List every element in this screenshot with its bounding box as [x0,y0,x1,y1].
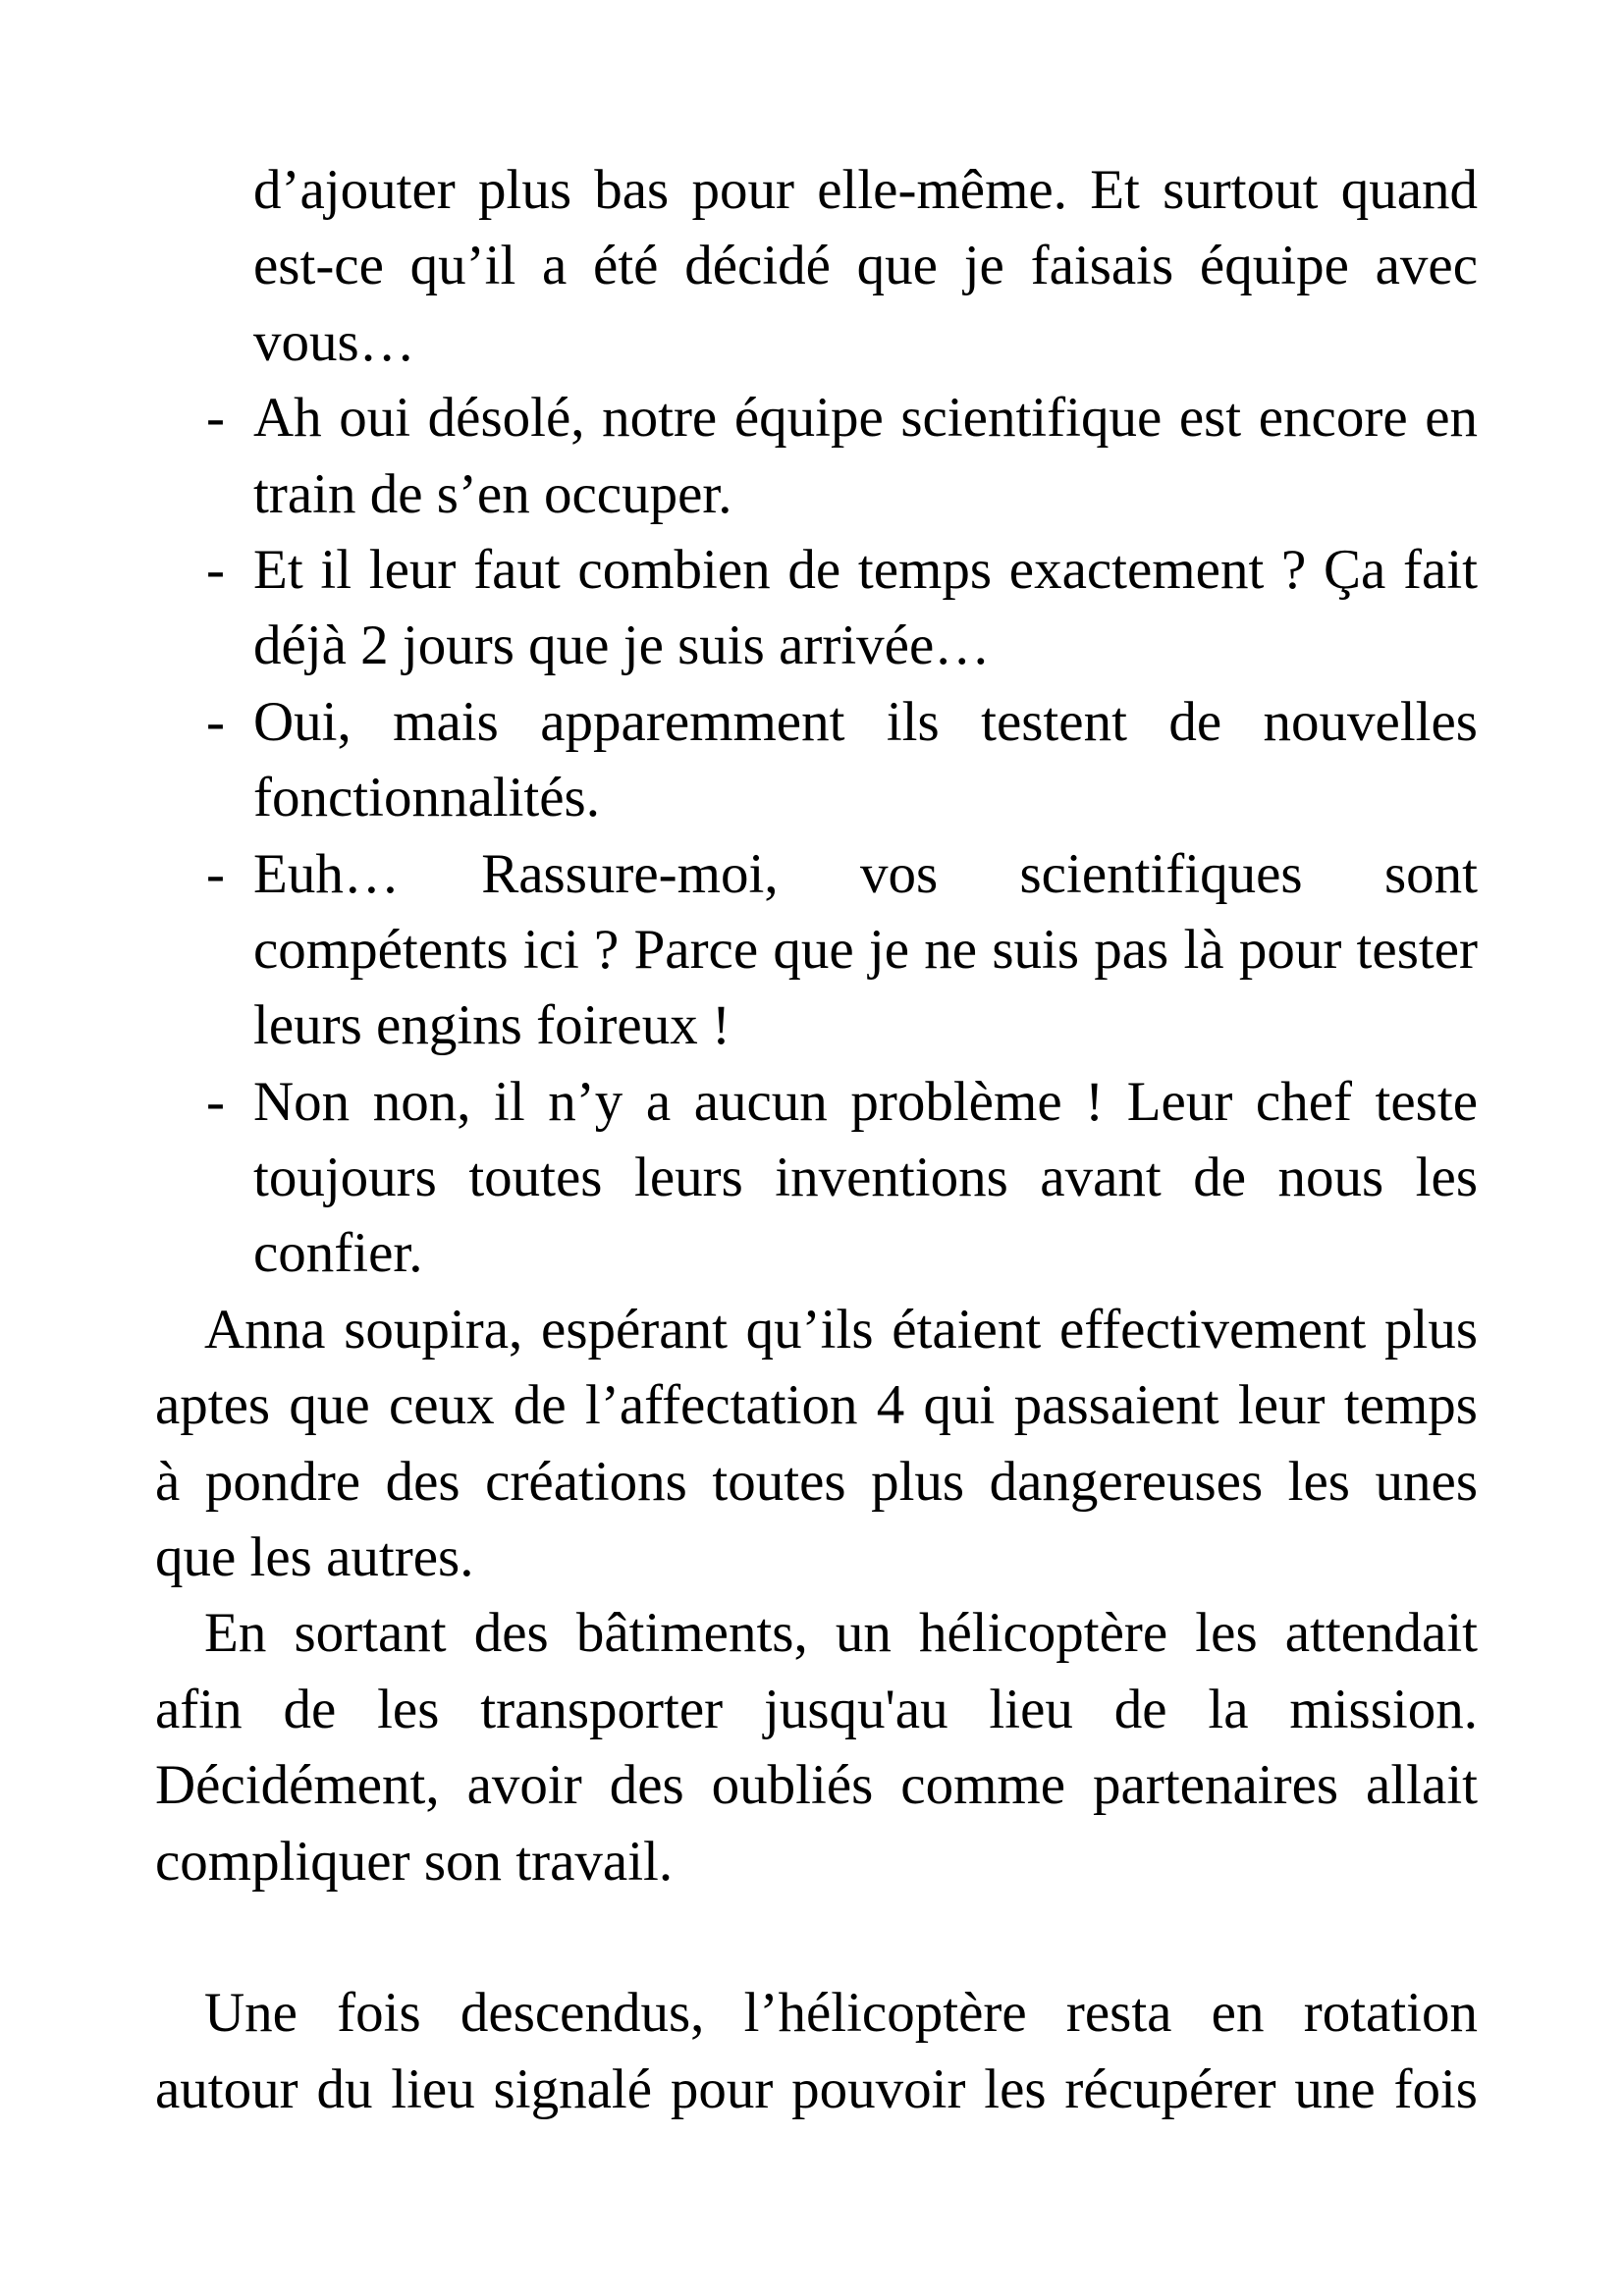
dialogue-line [155,1064,1478,1292]
text-line: autour du lieu signalé pour pouvoir les récupérer une fois [155,2057,1478,2120]
text-line: confier. [253,1222,423,1285]
narrative-paragraph [155,1595,1478,1899]
text-line: toujours toutes leurs inventions avant de nous les [253,1147,1478,1209]
blank-line [155,1899,1478,1975]
text-line: aptes que ceux de l’affectation 4 qui passaient leur temps [155,1374,1478,1437]
text-line: déjà 2 jours que je suis arrivée… [253,614,991,677]
dialogue-line [155,836,1478,1064]
text-line: fonctionnalités. [253,767,600,829]
text-line: Décidément, avoir des oubliés comme partenaires allait [155,1754,1478,1817]
text-line: à pondre des créations toutes plus dangereuses les unes [155,1450,1478,1513]
dialogue-continuation [155,152,1478,380]
dialogue-dash: - [206,842,225,905]
text-line: train de s’en occuper. [253,462,732,525]
dialogue-line [155,380,1478,532]
text-line: Euh… Rassure-moi, vos scientifiques sont [253,842,1478,905]
dialogue-line [155,532,1478,684]
text-line: que les autres. [155,1526,474,1589]
text-line: compliquer son travail. [155,1830,674,1893]
dialogue-dash: - [206,387,225,450]
text-line: Non non, il n’y a aucun problème ! Leur chef teste [253,1070,1478,1133]
text-line: compétents ici ? Parce que je ne suis pas là pour tester [253,918,1478,981]
text-line: En sortant des bâtiments, un hélicoptère les attendait [204,1602,1478,1665]
narrative-paragraph [155,1975,1478,2127]
text-line: Une fois descendus, l’hélicoptère resta en rotation [204,1982,1478,2045]
dialogue-dash: - [206,1070,225,1133]
text-line: Oui, mais apparemment ils testent de nouvelles [253,690,1478,753]
text-line: Anna soupira, espérant qu’ils étaient effectivement plus [204,1298,1478,1361]
text-line: leurs engins foireux ! [253,994,731,1057]
narrative-paragraph [155,1292,1478,1596]
text-line: est-ce qu’il a été décidé que je faisais équipe avec [253,235,1478,297]
text-line: d’ajouter plus bas pour elle-même. Et surtout quand [253,159,1478,221]
text-line: afin de les transporter jusqu'au lieu de la mission. [155,1678,1478,1740]
dialogue-dash: - [206,538,225,601]
body-text [155,152,1478,2127]
text-line: Et il leur faut combien de temps exactement ? Ça fait [253,538,1478,601]
text-line: vous… [253,310,415,373]
dialogue-dash: - [206,690,225,753]
text-line: Ah oui désolé, notre équipe scientifique est encore en [253,387,1478,450]
dialogue-line [155,684,1478,836]
